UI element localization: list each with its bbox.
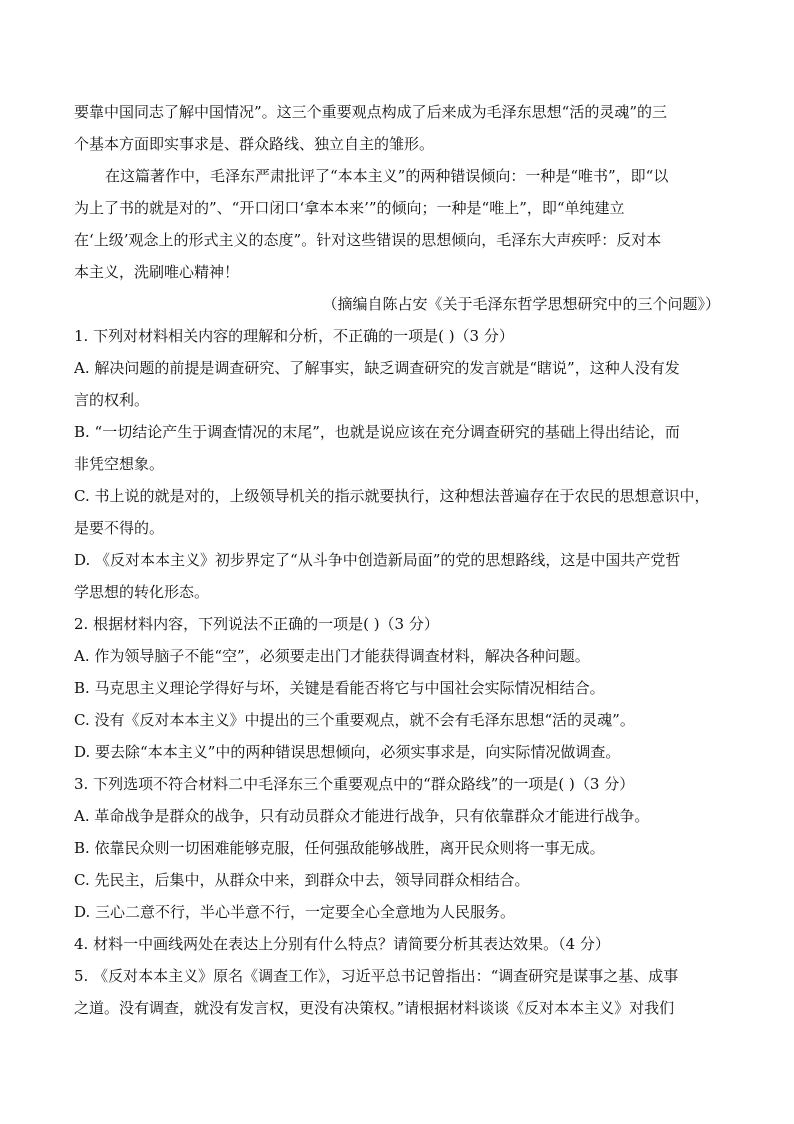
question-3-option-b: B. 依靠民众则一切困难能够克服，任何强敌能够战胜，离开民众则将一事无成。	[74, 839, 605, 857]
question-3-option-a: A. 革命战争是群众的战争，只有动员群众才能进行战争，只有依靠群众才能进行战争。	[74, 807, 650, 825]
question-1-option-c: C. 书上说的就是对的，上级领导机关的指示就要执行，这种想法普遍存在于农民的思想意识中，	[74, 487, 710, 505]
passage-line: 在这篇著作中，毛泽东严肃批评了“本本主义”的两种错误倾向：一种是“唯书”，即“以	[105, 167, 669, 185]
question-1-option-d: 学思想的转化形态。	[74, 583, 210, 601]
passage-line: 本主义，洗刷唯心精神！	[74, 263, 240, 281]
question-1-option-c: 是要不得的。	[74, 519, 165, 537]
passage-source: （摘编自陈占安《关于毛泽东哲学思想研究中的三个问题》）	[322, 295, 720, 313]
question-2-option-c: C. 没有《反对本本主义》中提出的三个重要观点，就不会有毛泽东思想“活的灵魂”。	[74, 711, 635, 729]
passage-line: 个基本方面即实事求是、群众路线、独立自主的雏形。	[74, 135, 435, 153]
question-2-option-b: B. 马克思主义理论学得好与坏，关键是看能否将它与中国社会实际情况相结合。	[74, 679, 605, 697]
question-3-stem: 3. 下列选项不符合材料二中毛泽东三个重要观点中的“群众路线”的一项是( )（3 分）	[74, 775, 635, 793]
question-3-option-c: C. 先民主，后集中，从群众中来，到群众中去，领导同群众相结合。	[74, 871, 530, 889]
question-1-option-a: 言的权利。	[74, 391, 150, 409]
question-3-option-d: D. 三心二意不行，半心半意不行，一定要全心全意地为人民服务。	[74, 903, 516, 921]
question-1-option-b: 非凭空想象。	[74, 455, 165, 473]
question-2-option-a: A. 作为领导脑子不能“空”，必须要走出门才能获得调查材料，解决各种问题。	[74, 647, 590, 665]
question-5-stem: 之道。没有调查，就没有发言权，更没有决策权。”请根据材料谈谈《反对本本主义》对我们	[74, 999, 675, 1017]
question-2-stem: 2. 根据材料内容，下列说法不正确的一项是( )（3 分）	[74, 615, 439, 633]
question-1-option-d: D. 《反对本本主义》初步界定了“从斗争中创造新局面”的党的思想路线，这是中国共产党哲	[74, 551, 681, 569]
question-1-option-b: B. “一切结论产生于调查情况的末尾”，也就是说应该在充分调查研究的基础上得出结论，而	[74, 423, 680, 441]
question-1-stem: 1. 下列对材料相关内容的理解和分析，不正确的一项是( )（3 分）	[74, 327, 514, 345]
passage-line: 要靠中国同志了解中国情况”。这三个重要观点构成了后来成为毛泽东思想“活的灵魂”的三	[74, 103, 668, 121]
question-5-stem: 5. 《反对本本主义》原名《调查工作》，习近平总书记曾指出：“调查研究是谋事之基、成事	[74, 967, 679, 985]
document-body	[74, 96, 722, 1024]
passage-line: 在‘上级’观念上的形式主义的态度”。针对这些错误的思想倾向，毛泽东大声疾呼：反对本	[74, 231, 662, 249]
question-2-option-d: D. 要去除“本本主义”中的两种错误思想倾向，必须实事求是，向实际情况做调查。	[74, 743, 621, 761]
question-4-stem: 4. 材料一中画线两处在表达上分别有什么特点？请简要分析其表达效果。（4 分）	[74, 935, 610, 953]
passage-line: 为上了书的就是对的”、“开口闭口‘拿本本来’”的倾向；一种是“唯上”，即“单纯建立	[74, 199, 625, 217]
question-1-option-a: A. 解决问题的前提是调查研究、了解事实，缺乏调查研究的发言就是“瞎说”，这种人没有发	[74, 359, 680, 377]
